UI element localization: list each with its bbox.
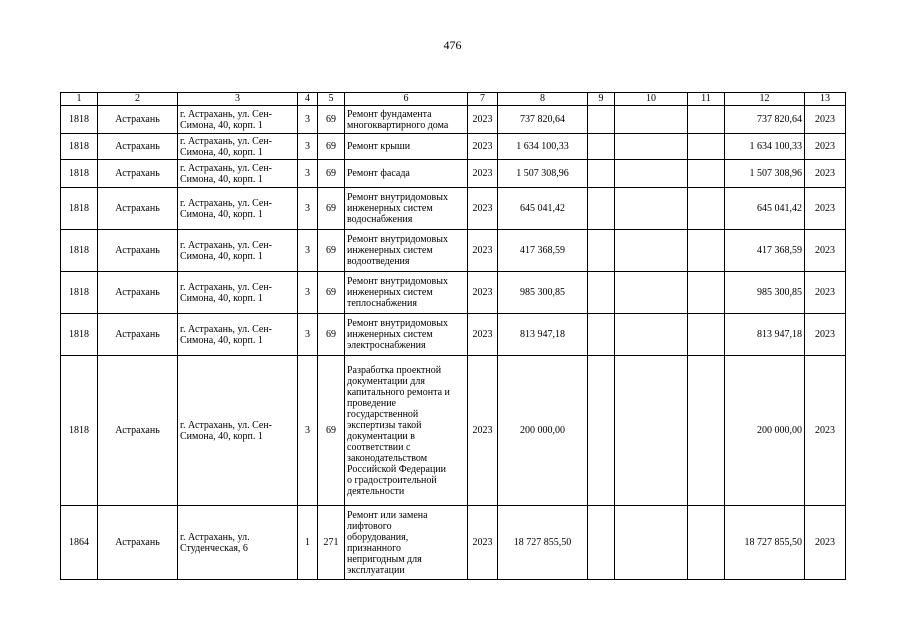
column-header: 7 [468,93,498,106]
cell-col-4: 3 [298,134,318,160]
column-header: 11 [688,93,725,106]
cell-col-11 [688,230,725,272]
cell-object-id: 1818 [61,356,98,506]
cell-col-5: 271 [318,506,345,580]
cell-col-11 [688,106,725,134]
table-row [61,356,846,506]
cell-completion-year: 2023 [805,160,846,188]
cell-completion-year: 2023 [805,134,846,160]
cell-cost: 200 000,00 [498,356,588,506]
cell-year: 2023 [468,314,498,356]
cell-completion-year: 2023 [805,272,846,314]
cell-col-11 [688,134,725,160]
cell-col-9 [588,314,615,356]
cell-municipality: Астрахань [98,230,178,272]
cell-work-type: Ремонт внутридомовых инженерных систем теплоснабжения [345,272,468,314]
column-header: 6 [345,93,468,106]
column-header: 13 [805,93,846,106]
cell-col-5: 69 [318,160,345,188]
cell-address: г. Астрахань, ул. Сен- Симона, 40, корп. 1 [178,160,298,188]
cell-work-type: Разработка проектной документации для капитального ремонта и проведение государственной экспертизы такой документации в соответствии с законодательством Российской Федерации о градостроительной деятельности [345,356,468,506]
cell-address: г. Астрахань, ул. Сен- Симона, 40, корп. 1 [178,272,298,314]
column-header: 5 [318,93,345,106]
cell-col-10 [615,106,688,134]
cell-cost: 985 300,85 [498,272,588,314]
cell-address: г. Астрахань, ул. Сен- Симона, 40, корп. 1 [178,230,298,272]
cell-object-id: 1818 [61,160,98,188]
cell-cost: 1 507 308,96 [498,160,588,188]
column-header: 8 [498,93,588,106]
cell-col-5: 69 [318,106,345,134]
cell-address: г. Астрахань, ул. Сен- Симона, 40, корп. 1 [178,106,298,134]
cell-total-cost: 645 041,42 [725,188,805,230]
column-header: 9 [588,93,615,106]
cell-total-cost: 200 000,00 [725,356,805,506]
column-header: 10 [615,93,688,106]
cell-year: 2023 [468,106,498,134]
cell-municipality: Астрахань [98,188,178,230]
cell-work-type: Ремонт фасада [345,160,468,188]
cell-col-5: 69 [318,356,345,506]
column-header: 2 [98,93,178,106]
cell-col-11 [688,272,725,314]
cell-cost: 645 041,42 [498,188,588,230]
cell-work-type: Ремонт или замена лифтового оборудования, признанного непригодным для эксплуатации [345,506,468,580]
cell-year: 2023 [468,356,498,506]
cell-object-id: 1864 [61,506,98,580]
cell-col-4: 3 [298,272,318,314]
column-header: 1 [61,93,98,106]
cell-object-id: 1818 [61,230,98,272]
cell-col-10 [615,188,688,230]
cell-col-4: 3 [298,106,318,134]
table-row [61,272,846,314]
cell-object-id: 1818 [61,272,98,314]
cell-year: 2023 [468,134,498,160]
table-row [61,506,846,580]
cell-municipality: Астрахань [98,106,178,134]
cell-total-cost: 737 820,64 [725,106,805,134]
cell-col-9 [588,230,615,272]
cell-col-9 [588,356,615,506]
cell-col-4: 3 [298,356,318,506]
cell-total-cost: 1 507 308,96 [725,160,805,188]
cell-col-5: 69 [318,272,345,314]
cell-work-type: Ремонт крыши [345,134,468,160]
cell-col-9 [588,106,615,134]
cell-col-4: 3 [298,314,318,356]
cell-col-9 [588,134,615,160]
column-header: 3 [178,93,298,106]
cell-col-4: 3 [298,160,318,188]
cell-col-5: 69 [318,230,345,272]
cell-col-9 [588,272,615,314]
cell-address: г. Астрахань, ул. Сен- Симона, 40, корп. 1 [178,356,298,506]
column-header: 4 [298,93,318,106]
cell-total-cost: 417 368,59 [725,230,805,272]
cell-col-9 [588,160,615,188]
cell-cost: 1 634 100,33 [498,134,588,160]
cell-municipality: Астрахань [98,272,178,314]
cell-cost: 737 820,64 [498,106,588,134]
cell-cost: 813 947,18 [498,314,588,356]
cell-col-11 [688,160,725,188]
cell-work-type: Ремонт внутридомовых инженерных систем водоснабжения [345,188,468,230]
table-row [61,134,846,160]
table-row [61,314,846,356]
cell-total-cost: 813 947,18 [725,314,805,356]
cell-col-11 [688,356,725,506]
cell-col-4: 3 [298,230,318,272]
cell-total-cost: 18 727 855,50 [725,506,805,580]
cell-col-4: 1 [298,506,318,580]
cell-total-cost: 1 634 100,33 [725,134,805,160]
cell-municipality: Астрахань [98,134,178,160]
cell-year: 2023 [468,160,498,188]
table-header-row [61,93,846,106]
cell-object-id: 1818 [61,134,98,160]
cell-work-type: Ремонт внутридомовых инженерных систем водоотведения [345,230,468,272]
cell-col-10 [615,160,688,188]
cell-municipality: Астрахань [98,506,178,580]
cell-col-10 [615,506,688,580]
cell-col-10 [615,134,688,160]
cell-completion-year: 2023 [805,506,846,580]
repair-program-table [60,92,846,580]
cell-col-9 [588,506,615,580]
cell-work-type: Ремонт внутридомовых инженерных систем электроснабжения [345,314,468,356]
cell-object-id: 1818 [61,314,98,356]
cell-address: г. Астрахань, ул. Сен- Симона, 40, корп. 1 [178,188,298,230]
cell-col-11 [688,188,725,230]
cell-col-5: 69 [318,188,345,230]
page-number: 476 [443,38,462,52]
cell-total-cost: 985 300,85 [725,272,805,314]
cell-municipality: Астрахань [98,314,178,356]
column-header: 12 [725,93,805,106]
cell-col-10 [615,272,688,314]
cell-cost: 18 727 855,50 [498,506,588,580]
cell-completion-year: 2023 [805,356,846,506]
cell-address: г. Астрахань, ул. Сен- Симона, 40, корп. 1 [178,134,298,160]
cell-year: 2023 [468,506,498,580]
cell-completion-year: 2023 [805,106,846,134]
cell-col-11 [688,314,725,356]
table-row [61,106,846,134]
cell-completion-year: 2023 [805,314,846,356]
table-row [61,160,846,188]
cell-municipality: Астрахань [98,356,178,506]
table-row [61,230,846,272]
cell-object-id: 1818 [61,106,98,134]
cell-address: г. Астрахань, ул. Студенческая, 6 [178,506,298,580]
cell-col-5: 69 [318,314,345,356]
cell-col-11 [688,506,725,580]
table-row [61,188,846,230]
cell-completion-year: 2023 [805,188,846,230]
cell-year: 2023 [468,188,498,230]
cell-work-type: Ремонт фундамента многоквартирного дома [345,106,468,134]
cell-col-5: 69 [318,134,345,160]
cell-municipality: Астрахань [98,160,178,188]
cell-col-10 [615,230,688,272]
cell-completion-year: 2023 [805,230,846,272]
cell-col-4: 3 [298,188,318,230]
cell-col-10 [615,356,688,506]
cell-cost: 417 368,59 [498,230,588,272]
cell-object-id: 1818 [61,188,98,230]
cell-year: 2023 [468,272,498,314]
cell-col-10 [615,314,688,356]
cell-col-9 [588,188,615,230]
cell-year: 2023 [468,230,498,272]
cell-address: г. Астрахань, ул. Сен- Симона, 40, корп. 1 [178,314,298,356]
